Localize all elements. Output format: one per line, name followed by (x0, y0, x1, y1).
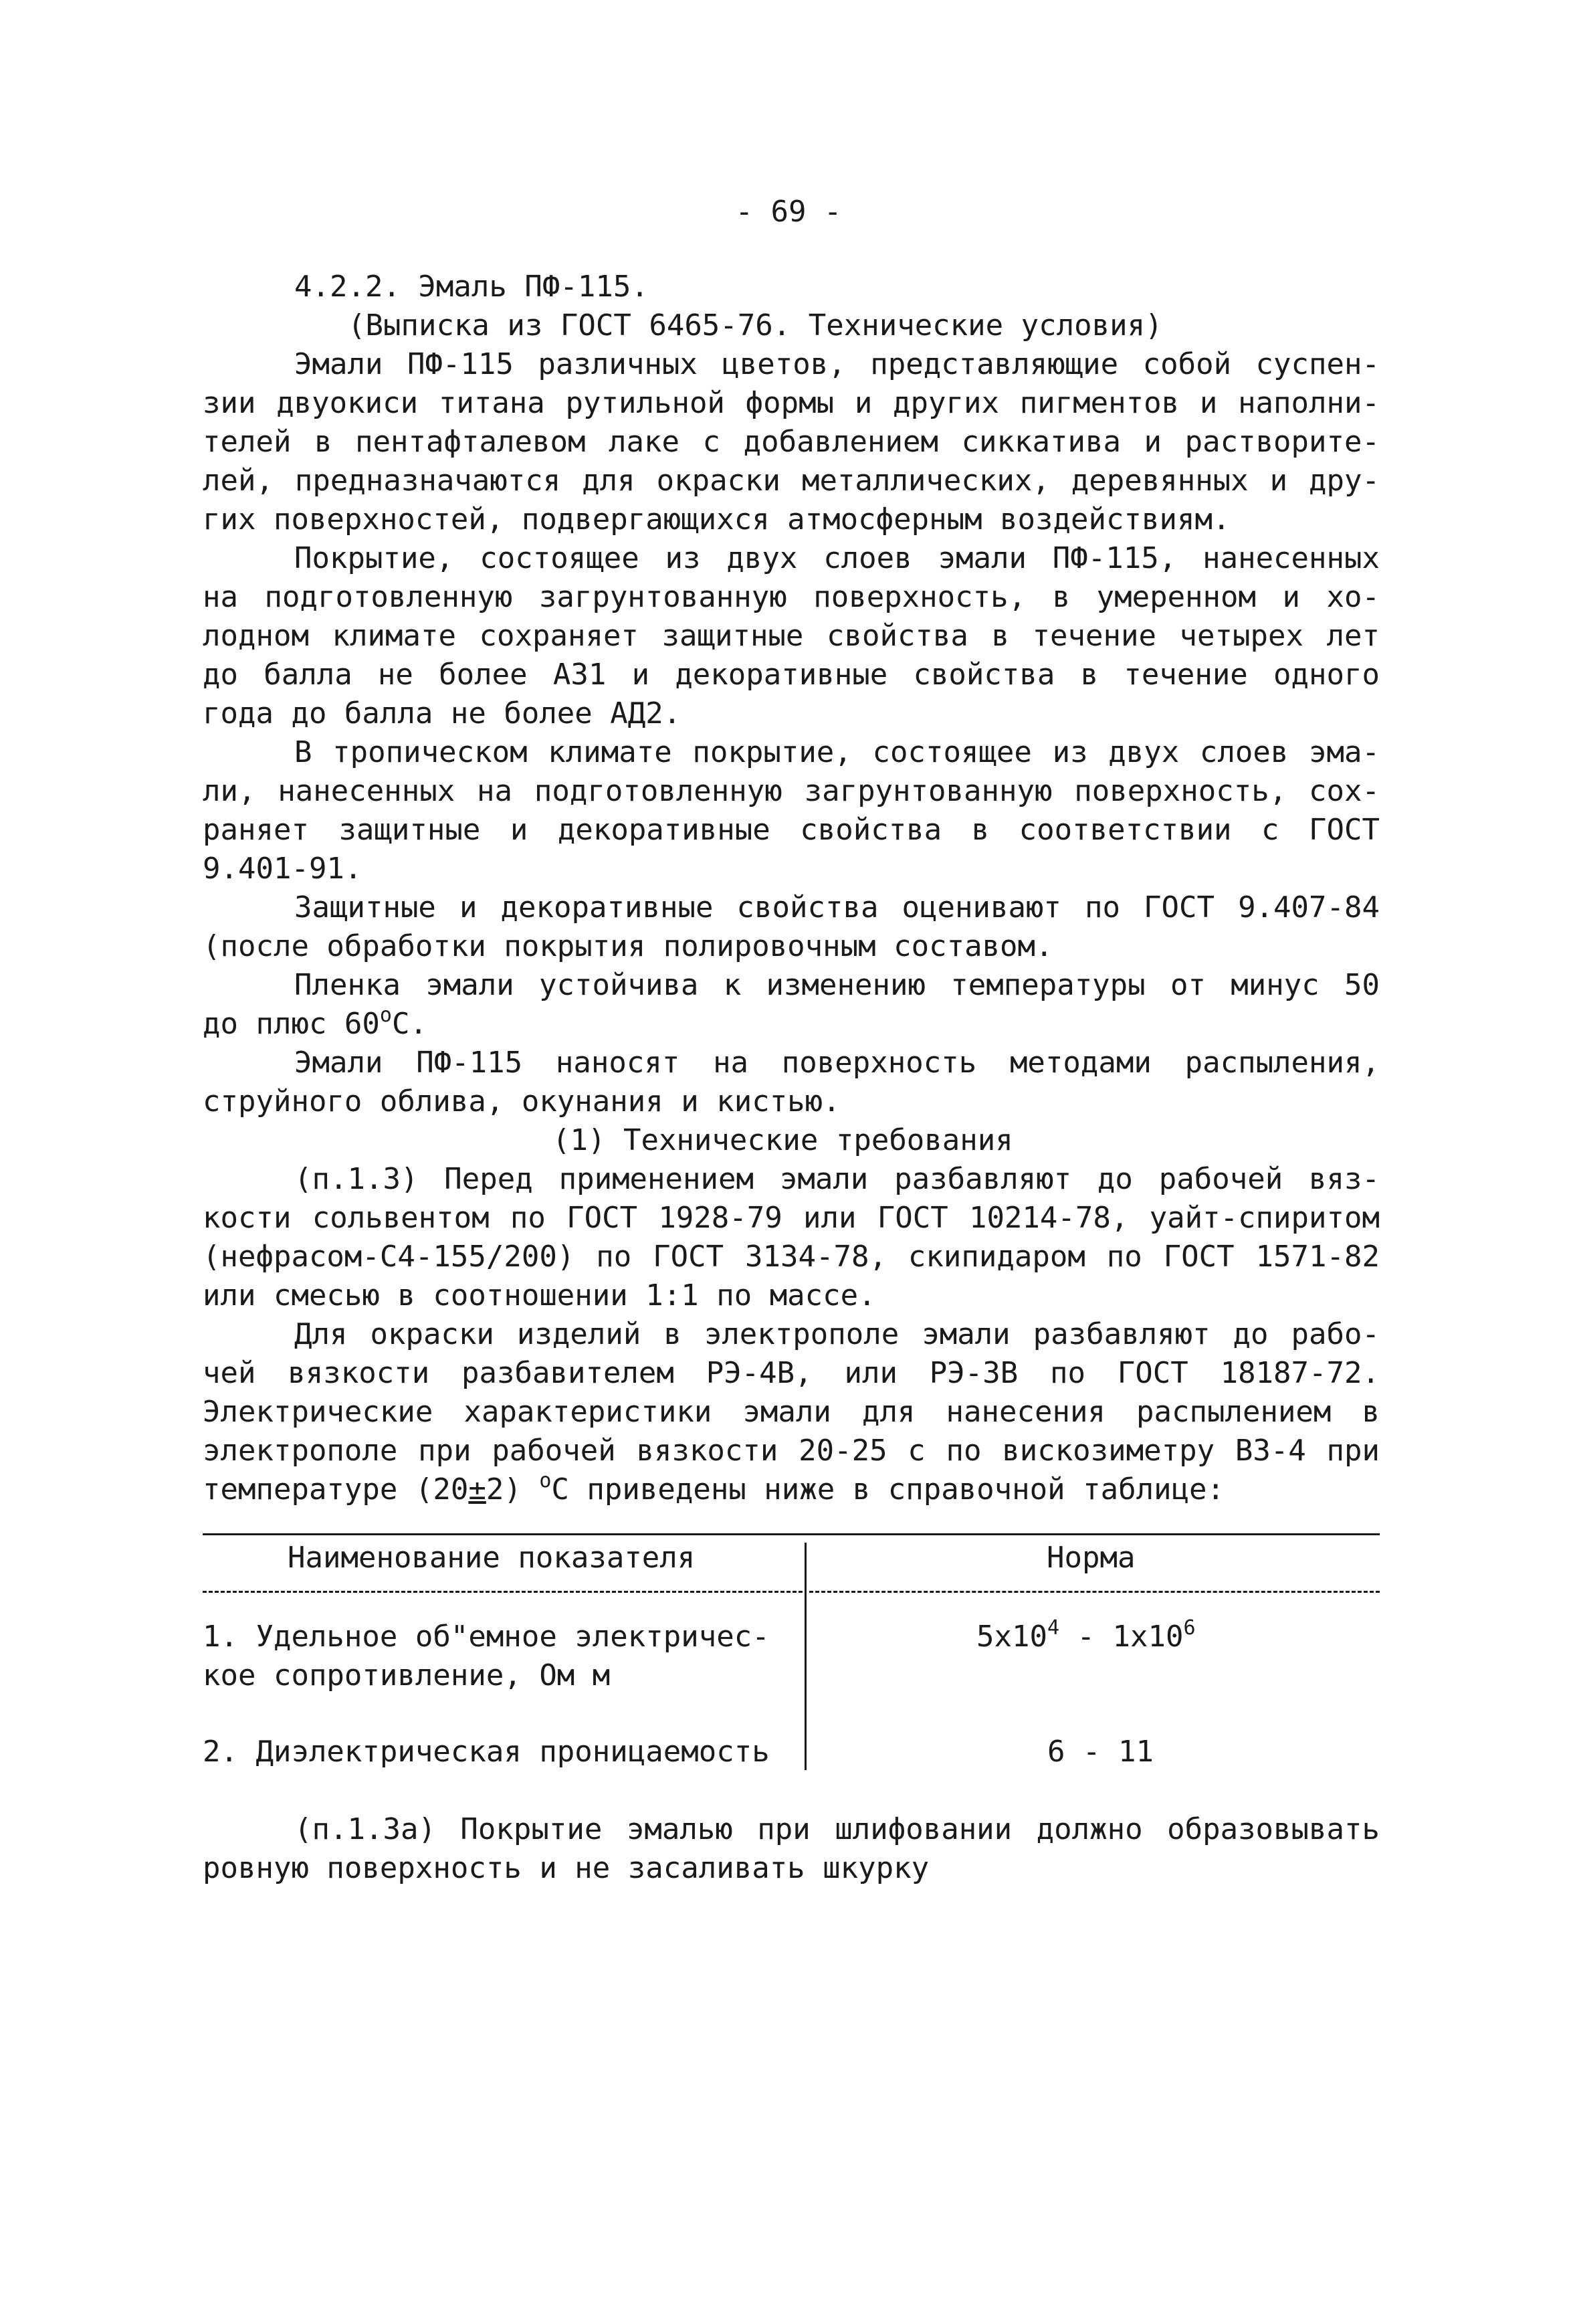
para1-line: зии двуокиси титана рутильной формы и других пигментов и наполни- (203, 386, 1380, 420)
para5-line: до плюс $60^оС$. (203, 1003, 427, 1041)
section-title: 4.2.2. Эмаль ПФ-115. (294, 270, 649, 304)
para6-line: Эмали ПФ-115 наносят на поверхность методами распыления, (294, 1046, 1380, 1080)
para1-line: лей, предназначаются для окраски металлических, деревянных и дру- (203, 464, 1380, 498)
table-header-norm: Норма (1047, 1541, 1136, 1575)
para8-line: электрополе при рабочей вязкости 20-25 с по вискозиметру ВЗ-4 при (203, 1434, 1380, 1468)
para3-line: 9.401-91. (203, 852, 362, 886)
para8-line: чей вязкости разбавителем РЭ-4В, или РЭ-3В по ГОСТ 18187-72. (203, 1356, 1380, 1390)
para2-line: на подготовленную загрунтованную поверхность, в умеренном и хо- (203, 580, 1380, 614)
para7-line: (п.1.3) Перед применением эмали разбавляют до рабочей вяз- (294, 1162, 1380, 1196)
para2-line: Покрытие, состоящее из двух слоев эмали ПФ-115, нанесенных (294, 541, 1380, 575)
para6-line: струйного облива, окунания и кистью. (203, 1084, 841, 1119)
table-row1-label: 1. Удельное об"емное электричес- (203, 1620, 770, 1654)
table-header-separator (203, 1591, 803, 1593)
table-row2-value: 6 - 11 (1047, 1735, 1154, 1769)
para4-line: (после обработки покрытия полировочным составом. (203, 929, 1053, 963)
table-row1-value: $5х10^4 - 1х10^6$ (976, 1616, 1196, 1654)
para7-line: кости сольвентом по ГОСТ 1928-79 или ГОСТ 10214-78, уайт-спиритом (203, 1201, 1380, 1235)
para7-line: или смесью в соотношении 1:1 по массе. (203, 1278, 876, 1313)
table-row1-label: кое сопротивление, Ом м (203, 1658, 611, 1692)
para9-line: (п.1.3а) Покрытие эмалью при шлифовании должно образовывать (294, 1812, 1380, 1846)
table-top-rule (203, 1533, 1380, 1535)
source-note: (Выписка из ГОСТ 6465-76. Технические условия) (348, 308, 1163, 343)
table-header-indicator: Наименование показателя (288, 1541, 696, 1575)
para7-line: (нефрасом-С4-155/200) по ГОСТ 3134-78, скипидаром по ГОСТ 1571-82 (203, 1240, 1380, 1274)
subheading: (1) Технические требования (552, 1123, 1013, 1157)
para4-line: Защитные и декоративные свойства оценивают по ГОСТ 9.407-84 (294, 890, 1380, 925)
para9-line: ровную поверхность и не засаливать шкурку (203, 1851, 930, 1885)
para8-line: Для окраски изделий в электрополе эмали разбавляют до рабо- (294, 1317, 1380, 1351)
para1-line: телей в пентафталевом лаке с добавлением сиккатива и растворите- (203, 425, 1380, 459)
table-header-separator (809, 1591, 1380, 1593)
para1-line: гих поверхностей, подвергающихся атмосферным воздействиям. (203, 502, 1231, 537)
para3-line: раняет защитные и декоративные свойства в соответствии с ГОСТ (203, 813, 1380, 847)
para2-line: до балла не более А31 и декоративные свойства в течение одного (203, 658, 1380, 692)
para3-line: ли, нанесенных на подготовленную загрунтованную поверхность, сох- (203, 774, 1380, 808)
para8-line: температуре (20±2) $^о$С приведены ниже в справочной таблице: (203, 1469, 1225, 1507)
para1-line: Эмали ПФ-115 различных цветов, представляющие собой суспен- (294, 347, 1380, 381)
para2-line: года до балла не более АД2. (203, 696, 681, 731)
table-row2-label: 2. Диэлектрическая проницаемость (203, 1735, 770, 1769)
table-column-divider (805, 1543, 807, 1770)
para2-line: лодном климате сохраняет защитные свойства в течение четырех лет (203, 619, 1380, 653)
page-number: - 69 - (735, 195, 842, 229)
para5-line: Пленка эмали устойчива к изменению температуры от минус 50 (294, 968, 1380, 1002)
para8-line: Электрические характеристики эмали для нанесения распылением в (203, 1395, 1380, 1429)
para3-line: В тропическом климате покрытие, состоящее из двух слоев эма- (294, 735, 1380, 769)
